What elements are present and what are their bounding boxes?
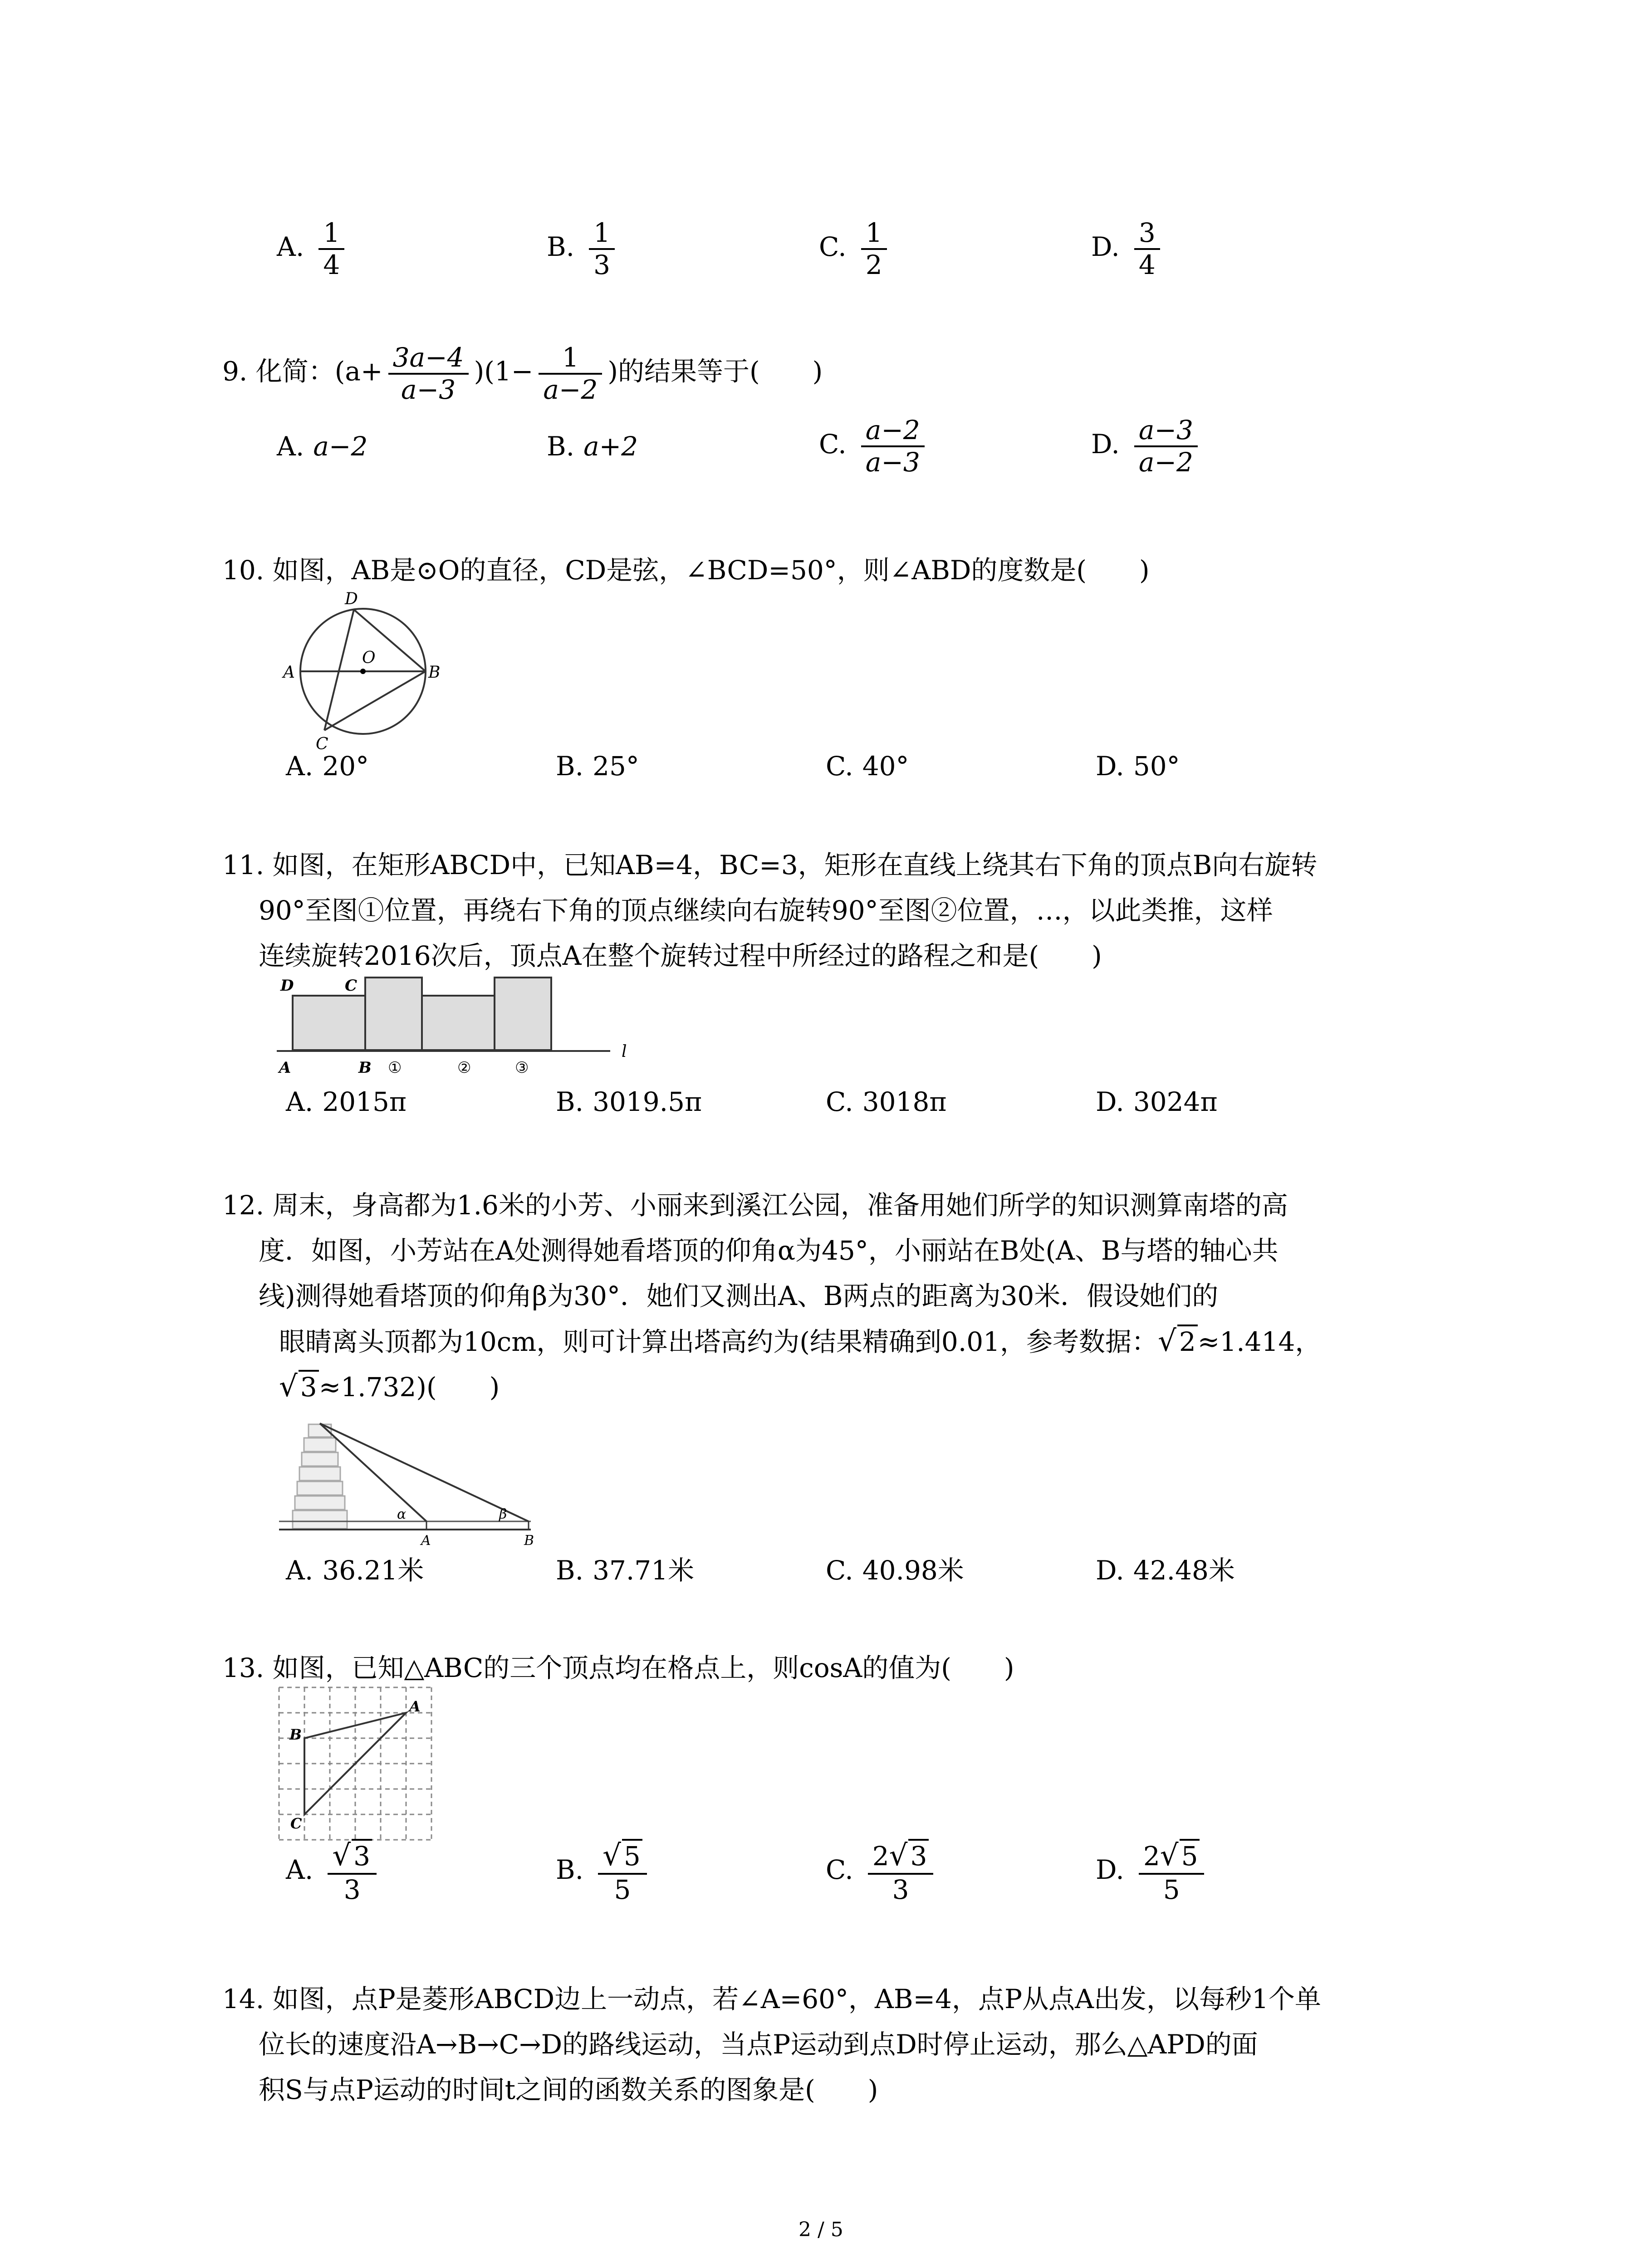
option-label: D. <box>1091 428 1120 459</box>
radicand: 3 <box>352 1839 372 1872</box>
q9-stem <box>222 342 823 405</box>
q8-option-c <box>819 218 892 280</box>
q12-stem-line3: 线)测得她看塔顶的仰角β为30°．她们又测出A、B两点的距离为30米．假设她们的 <box>259 1281 1219 1311</box>
label-alpha: α <box>397 1506 407 1522</box>
label-d: D <box>280 977 294 995</box>
label-b: B <box>428 663 441 682</box>
option-label: B. <box>556 751 584 782</box>
fraction <box>539 342 602 405</box>
q12-option-c <box>826 1549 964 1587</box>
circled-1: ① <box>388 1059 402 1077</box>
q10-option-c <box>826 751 909 782</box>
numerator <box>328 1839 377 1875</box>
radicand: 3 <box>908 1839 929 1872</box>
label-a: A <box>421 1533 431 1547</box>
rect-position-3 <box>495 978 551 1050</box>
option-text: 40° <box>862 751 909 782</box>
fraction <box>861 415 925 477</box>
q12-line4-value: ≈1.414， <box>1197 1326 1322 1357</box>
q14-stem-line1: 14. 如图，点P是菱形ABCD边上一动点，若∠A=60°，AB=4，点P从点A出发，以每秒1个单 <box>222 1984 1321 2014</box>
fraction <box>598 1839 647 1905</box>
circled-3: ③ <box>515 1059 529 1077</box>
q10-option-d <box>1096 751 1180 782</box>
option-label: C. <box>826 1086 853 1117</box>
option-text: 42.48米 <box>1133 1555 1235 1586</box>
option-label: C. <box>826 751 853 782</box>
q11-rectangles-figure <box>277 975 649 1084</box>
option-label: A. <box>286 1086 314 1117</box>
q9-option-d <box>1091 415 1203 477</box>
radicand: 5 <box>622 1839 642 1872</box>
segment-cb <box>324 671 426 730</box>
coefficient: 2 <box>872 1841 889 1872</box>
numerator: 3a−4 <box>388 342 469 375</box>
page-number: 2 / 5 <box>798 2218 843 2241</box>
label-l: l <box>622 1042 627 1061</box>
label-d: D <box>345 590 358 608</box>
option-label: A. <box>286 1555 314 1586</box>
option-label: B. <box>556 1086 584 1117</box>
label-a: A <box>283 663 295 682</box>
q11-option-b <box>556 1086 702 1117</box>
q11-option-d <box>1096 1086 1218 1117</box>
q9-stem-mid: )(1− <box>474 356 534 387</box>
option-label: D. <box>1091 231 1120 262</box>
radical-sign: √ <box>603 1839 621 1872</box>
q12-stem-line2: 度．如图，小芳站在A处测得她看塔顶的仰角α为45°，小丽站在B处(A、B与塔的轴心共 <box>259 1235 1279 1266</box>
numerator: 3 <box>1134 218 1160 250</box>
q12-tower-figure <box>277 1411 549 1547</box>
option-label: D. <box>1096 1854 1124 1886</box>
option-label: B. <box>556 1854 584 1886</box>
option-text: 2015π <box>322 1086 407 1117</box>
denominator: 5 <box>1163 1874 1180 1905</box>
option-text: 3024π <box>1133 1086 1218 1117</box>
denominator: 3 <box>343 1874 361 1905</box>
q12-option-a <box>286 1549 424 1587</box>
option-text: 36.21米 <box>322 1555 424 1586</box>
option-text: 37.71米 <box>593 1555 695 1586</box>
denominator: 3 <box>593 249 610 280</box>
option-label: A. <box>286 751 314 782</box>
radical-sign: √ <box>332 1839 351 1872</box>
q13-option-d <box>1096 1839 1210 1905</box>
fraction <box>328 1839 377 1905</box>
numerator: a−2 <box>861 415 925 447</box>
fraction <box>1134 415 1198 477</box>
denominator: 2 <box>865 249 882 280</box>
q12-line4-text: 眼睛离头顶都为10cm，则可计算出塔高约为(结果精确到0.01，参考数据： <box>279 1326 1158 1357</box>
label-a: A <box>279 1059 291 1077</box>
numerator <box>598 1839 647 1875</box>
q12-stem-line1: 12. 周末，身高都为1.6米的小芳、小丽来到溪江公园，准备用她们所学的知识测算南塔的高 <box>222 1190 1288 1221</box>
numerator: 1 <box>318 218 344 250</box>
option-label: B. <box>547 431 575 462</box>
option-label: D. <box>1096 1555 1124 1586</box>
label-beta: β <box>499 1506 507 1522</box>
q10-option-b <box>556 751 639 782</box>
q13-stem: 13. 如图，已知△ABC的三个顶点均在格点上，则cosA的值为( ) <box>222 1652 1014 1683</box>
fraction <box>868 1839 934 1905</box>
fraction <box>1139 1839 1205 1905</box>
option-label: C. <box>819 231 847 262</box>
option-label: D. <box>1096 751 1124 782</box>
q12-stem-line5 <box>279 1363 500 1411</box>
q9-stem-suffix: )的结果等于( ) <box>607 356 823 387</box>
option-label: C. <box>826 1555 853 1586</box>
denominator: 3 <box>892 1874 909 1905</box>
fraction <box>388 342 469 405</box>
label-c: C <box>316 735 328 753</box>
q13-option-a <box>286 1839 382 1905</box>
denominator: a−2 <box>543 374 598 405</box>
numerator: a−3 <box>1134 415 1198 447</box>
rect-abcd <box>293 996 365 1050</box>
q8-option-d <box>1091 218 1166 280</box>
q9-option-a <box>277 431 367 462</box>
radical-sign: √ <box>1160 1839 1179 1872</box>
q14-stem-line2: 位长的速度沿A→B→C→D的路线运动，当点P运动到点D时停止运动，那么△APD的面 <box>259 2029 1258 2060</box>
denominator: a−3 <box>401 374 456 405</box>
label-b: B <box>289 1726 302 1743</box>
q11-stem-line3: 连续旋转2016次后，顶点A在整个旋转过程中所经过的路程之和是( ) <box>259 940 1102 971</box>
circled-2: ② <box>457 1059 471 1077</box>
q12-line5-value: ≈1.732)( ) <box>318 1372 500 1403</box>
option-label: B. <box>556 1555 584 1586</box>
q11-option-a <box>286 1086 407 1117</box>
label-c: C <box>345 977 358 995</box>
q11-option-c <box>826 1086 946 1117</box>
numerator: 1 <box>539 342 602 375</box>
center-dot <box>360 669 366 674</box>
label-a: A <box>409 1698 421 1715</box>
option-text: 50° <box>1133 751 1180 782</box>
option-label: A. <box>286 1854 314 1886</box>
coefficient: 2 <box>1143 1841 1160 1872</box>
sightline-b <box>320 1423 529 1521</box>
triangle-abc <box>304 1713 406 1814</box>
fraction <box>1134 218 1160 280</box>
option-label: B. <box>547 231 575 262</box>
label-b: B <box>524 1533 534 1547</box>
numerator: 1 <box>861 218 887 250</box>
q13-option-b <box>556 1839 652 1905</box>
radical-sign: √ <box>279 1370 298 1403</box>
fraction <box>318 218 344 280</box>
option-text: 3018π <box>862 1086 947 1117</box>
rect-position-2 <box>422 996 495 1050</box>
option-label: C. <box>819 428 847 459</box>
q9-stem-prefix: 9. 化简：(a+ <box>222 356 383 387</box>
fraction <box>589 218 615 280</box>
numerator: 1 <box>589 218 615 250</box>
rect-position-1 <box>365 978 422 1050</box>
q8-option-b <box>547 218 620 280</box>
q12-option-d <box>1096 1549 1235 1587</box>
numerator <box>868 1839 934 1875</box>
q13-grid-figure <box>277 1685 440 1848</box>
option-text: 3019.5π <box>593 1086 702 1117</box>
label-b: B <box>358 1059 372 1077</box>
q10-circle-figure <box>277 585 449 753</box>
option-label: A. <box>277 231 304 262</box>
q12-stem-line4 <box>279 1318 1321 1365</box>
radical-sign: √ <box>889 1839 908 1872</box>
option-text: 25° <box>593 751 639 782</box>
chord-cd <box>324 610 354 730</box>
q9-option-c <box>819 415 930 477</box>
label-o: O <box>362 649 376 667</box>
option-label: C. <box>826 1854 853 1886</box>
q12-option-b <box>556 1549 694 1587</box>
q9-option-b <box>547 431 638 462</box>
radicand: 2 <box>1177 1325 1198 1357</box>
denominator: 4 <box>1138 249 1156 280</box>
option-text: 20° <box>322 751 369 782</box>
denominator: a−3 <box>865 446 920 478</box>
label-c: C <box>290 1815 302 1832</box>
numerator <box>1139 1839 1205 1875</box>
denominator: 4 <box>323 249 340 280</box>
option-text: a+2 <box>583 431 638 462</box>
option-text: a−2 <box>313 431 368 462</box>
q14-stem-line3: 积S与点P运动的时间t之间的函数关系的图象是( ) <box>259 2074 878 2105</box>
option-label: D. <box>1096 1086 1124 1117</box>
q11-stem-line1: 11. 如图，在矩形ABCD中，已知AB=4，BC=3，矩形在直线上绕其右下角的顶点B向右旋转 <box>222 850 1318 880</box>
radicand: 5 <box>1180 1839 1200 1872</box>
q8-option-a <box>277 218 350 280</box>
denominator: 5 <box>614 1874 631 1905</box>
denominator: a−2 <box>1138 446 1193 478</box>
radicand: 3 <box>299 1370 319 1403</box>
radical-sign: √ <box>1158 1325 1176 1358</box>
q11-stem-line2: 90°至图①位置，再绕右下角的顶点继续向右旋转90°至图②位置，…，以此类推，这样 <box>259 895 1273 926</box>
q10-option-a <box>286 751 369 782</box>
option-label: A. <box>277 431 304 462</box>
q10-stem: 10. 如图，AB是⊙O的直径，CD是弦，∠BCD=50°，则∠ABD的度数是( ) <box>222 555 1150 586</box>
q13-option-c <box>826 1839 939 1905</box>
option-text: 40.98米 <box>862 1555 964 1586</box>
fraction <box>861 218 887 280</box>
